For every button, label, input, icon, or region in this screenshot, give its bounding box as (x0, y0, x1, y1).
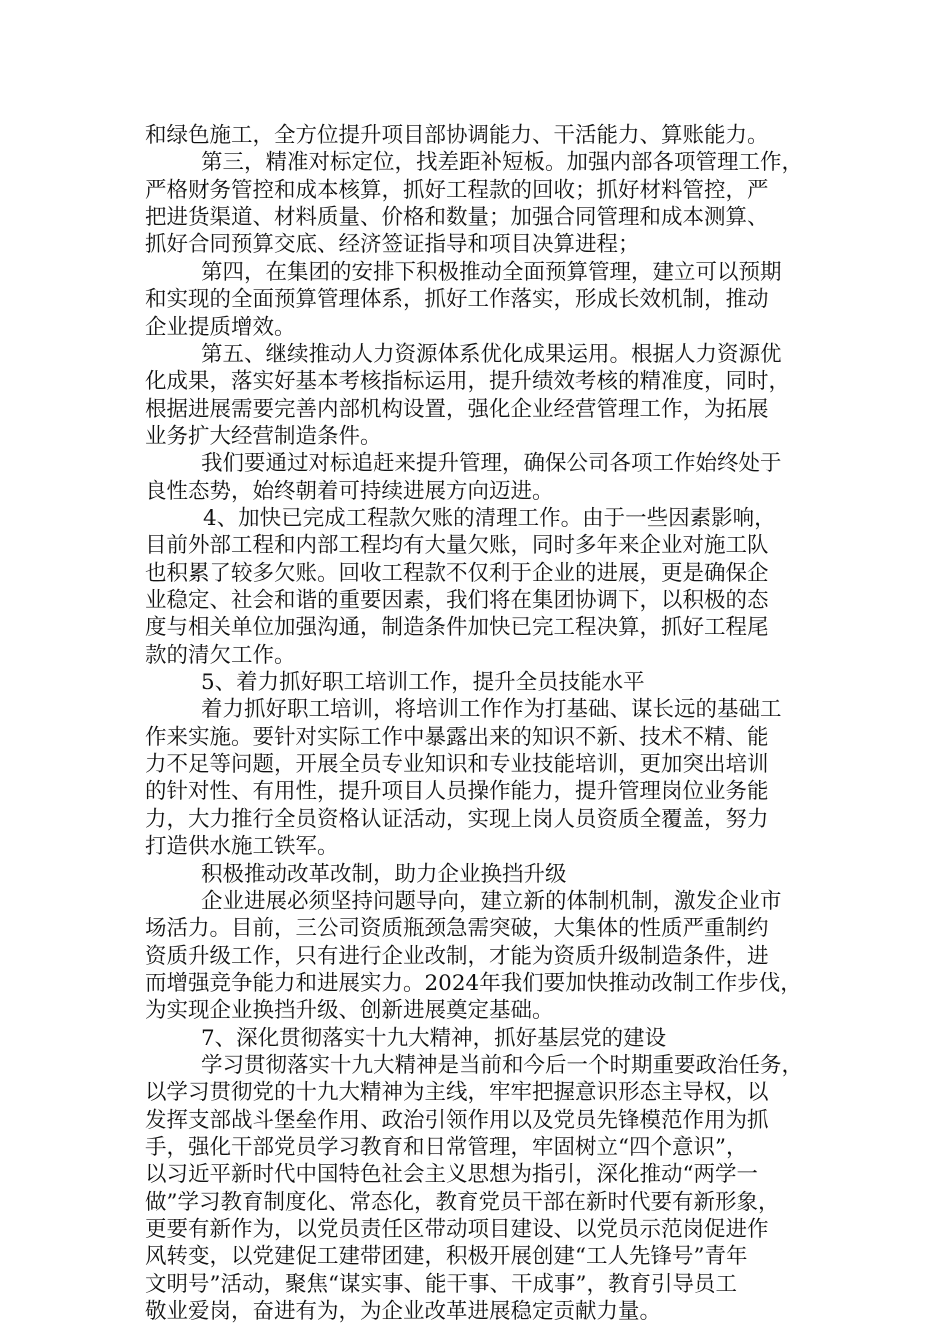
text-line: 目前外部工程和内部工程均有大量欠账，同时多年来企业对施工队 (145, 533, 769, 559)
text-line: 度与相关单位加强沟通，制造条件加快已完工程决算，抓好工程尾 (145, 615, 769, 641)
text-line: 和绿色施工，全方位提升项目部协调能力、干活能力、算账能力。 (145, 123, 769, 148)
text-line: 以学习贯彻党的十九大精神为主线，牢牢把握意识形态主导权，以 (145, 1080, 769, 1106)
text-line: 力不足等问题，开展全员专业知识和专业技能培训，更加突出培训 (145, 752, 769, 778)
text-line: 也积累了较多欠账。回收工程款不仅利于企业的进展，更是确保企 (145, 560, 769, 586)
text-line: 业务扩大经营制造条件。 (145, 423, 382, 449)
text-line: 做”学习教育制度化、常态化，教育党员干部在新时代要有新形象， (145, 1189, 780, 1215)
text-line: 作来实施。要针对实际工作中暴露出来的知识不新、技术不精、能 (145, 724, 769, 750)
text-line: 为实现企业换挡升级、创新进展奠定基础。 (145, 998, 554, 1024)
text-line: 根据进展需要完善内部机构设置，强化企业经营管理工作，为拓展 (145, 396, 769, 422)
text-line: 更要有新作为，以党员责任区带动项目建设、以党员示范岗促进作 (145, 1217, 769, 1242)
text-line: 文明号”活动，聚焦“谋实事、能干事、干成事”，教育引导员工 (145, 1271, 737, 1297)
text-line: 企业进展必须坚持问题导向，建立新的体制机制，激发企业市 (201, 888, 782, 914)
text-line: 风转变，以党建促工建带团建，积极开展创建“工人先锋号”青年 (145, 1244, 748, 1270)
text-line: 的针对性、有用性，提升项目人员操作能力，提升管理岗位业务能 (145, 779, 769, 805)
text-line: 和实现的全面预算管理体系，抓好工作落实，形成长效机制，推动 (145, 287, 769, 313)
text-line: 7、深化贯彻落实十九大精神，抓好基层党的建设 (201, 1025, 667, 1051)
text-line: 款的清欠工作。 (145, 642, 296, 668)
text-line: 场活力。目前，三公司资质瓶颈急需突破，大集体的性质严重制约 (145, 916, 769, 942)
text-line: 第五、继续推动人力资源体系优化成果运用。根据人力资源优 (201, 341, 782, 367)
text-line: 业稳定、社会和谐的重要因素，我们将在集团协调下，以积极的态 (145, 588, 769, 613)
text-line: 抓好合同预算交底、经济签证指导和项目决算进程； (145, 232, 640, 258)
text-line: 第三，精准对标定位，找差距补短板。加强内部各项管理工作， (201, 150, 804, 176)
text-line: 资质升级工作，只有进行企业改制，才能为资质升级制造条件，进 (145, 943, 769, 969)
text-line: 以习近平新时代中国特色社会主义思想为指引，深化推动“两学一 (145, 1162, 758, 1188)
text-line: 力，大力推行全员资格认证活动，实现上岗人员资质全覆盖，努力 (145, 806, 769, 832)
text-line: 手，强化干部党员学习教育和日常管理，牢固树立“四个意识”， (145, 1135, 748, 1160)
text-line: 积极推动改革改制，助力企业换挡升级 (201, 861, 567, 887)
text-line: 把进货渠道、材料质量、价格和数量；加强合同管理和成本测算、 (145, 205, 769, 231)
text-line: 企业提质增效。 (145, 314, 296, 340)
text-line: 5、着力抓好职工培训工作，提升全员技能水平 (201, 670, 645, 695)
text-line: 打造供水施工铁军。 (145, 834, 339, 860)
text-line: 化成果，落实好基本考核指标运用，提升绩效考核的精准度，同时， (145, 369, 791, 395)
text-line: 4、加快已完成工程款欠账的清理工作。由于一些因素影响， (203, 505, 776, 531)
text-line: 良性态势，始终朝着可持续进展方向迈进。 (145, 478, 554, 504)
text-line: 我们要通过对标追赶来提升管理，确保公司各项工作始终处于 (201, 451, 782, 477)
text-line: 而增强竞争能力和进展实力。2024年我们要加快推动改制工作步伐， (145, 970, 802, 996)
text-line: 学习贯彻落实十九大精神是当前和今后一个时期重要政治任务， (201, 1052, 804, 1078)
text-line: 敬业爱岗，奋进有为，为企业改革进展稳定贡献力量。 (145, 1299, 662, 1324)
text-line: 严格财务管控和成本核算，抓好工程款的回收；抓好材料管控，严 (145, 177, 769, 203)
text-line: 发挥支部战斗堡垒作用、政治引领作用以及党员先锋模范作用为抓 (145, 1107, 769, 1133)
text-line: 着力抓好职工培训，将培训工作作为打基础、谋长远的基础工 (201, 697, 782, 723)
text-line: 第四，在集团的安排下积极推动全面预算管理，建立可以预期 (201, 259, 782, 285)
